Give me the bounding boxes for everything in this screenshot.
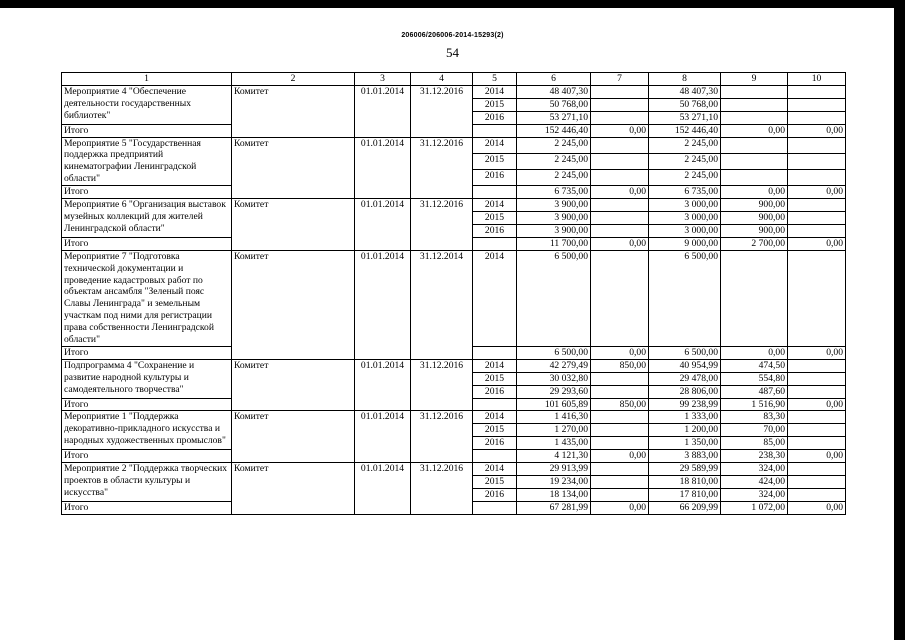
activity-name: Мероприятие 4 "Обеспечение деятельности государственных библиотек" [62, 85, 232, 124]
amount-cell: 1 200,00 [649, 424, 721, 437]
amount-cell [591, 85, 649, 98]
amount-cell [788, 463, 846, 476]
year-row [62, 85, 846, 98]
year-cell: 2014 [473, 359, 517, 372]
total-year-cell [473, 501, 517, 514]
total-label: Итого [62, 237, 232, 250]
amount-cell: 324,00 [721, 463, 788, 476]
amount-cell: 29 913,99 [517, 463, 591, 476]
amount-cell: 18 810,00 [649, 476, 721, 489]
amount-cell: 70,00 [721, 424, 788, 437]
total-amount: 0,00 [591, 186, 649, 199]
total-amount: 0,00 [788, 501, 846, 514]
amount-cell: 40 954,99 [649, 359, 721, 372]
total-amount: 1 072,00 [721, 501, 788, 514]
amount-cell: 424,00 [721, 476, 788, 489]
amount-cell: 53 271,10 [649, 111, 721, 124]
amount-cell [721, 153, 788, 169]
amount-cell [591, 153, 649, 169]
amount-cell [591, 169, 649, 185]
amount-cell: 2 245,00 [649, 169, 721, 185]
total-amount: 67 281,99 [517, 501, 591, 514]
executor: Комитет [232, 463, 355, 515]
start-date: 01.01.2014 [355, 85, 411, 137]
year-cell: 2015 [473, 153, 517, 169]
amount-cell: 29 589,99 [649, 463, 721, 476]
amount-cell: 1 350,00 [649, 437, 721, 450]
amount-cell: 28 806,00 [649, 385, 721, 398]
amount-cell: 6 500,00 [517, 250, 591, 346]
year-cell: 2016 [473, 385, 517, 398]
year-cell: 2015 [473, 476, 517, 489]
total-amount: 152 446,40 [649, 124, 721, 137]
amount-cell: 17 810,00 [649, 488, 721, 501]
amount-cell [591, 424, 649, 437]
amount-cell [591, 488, 649, 501]
year-cell: 2014 [473, 137, 517, 153]
scan-border-right [894, 0, 905, 640]
amount-cell: 474,50 [721, 359, 788, 372]
total-amount: 0,00 [788, 186, 846, 199]
amount-cell [788, 437, 846, 450]
amount-cell [591, 411, 649, 424]
total-amount: 101 605,89 [517, 398, 591, 411]
amount-cell: 324,00 [721, 488, 788, 501]
total-year-cell [473, 346, 517, 359]
executor: Комитет [232, 250, 355, 359]
year-cell: 2015 [473, 372, 517, 385]
amount-cell [591, 385, 649, 398]
total-amount: 3 883,00 [649, 450, 721, 463]
activity-name: Мероприятие 6 "Организация выставок музейных коллекций для жителей Ленинградской области" [62, 199, 232, 238]
total-label: Итого [62, 501, 232, 514]
year-cell: 2016 [473, 437, 517, 450]
executor: Комитет [232, 411, 355, 463]
year-row [62, 199, 846, 212]
column-number: 10 [788, 73, 846, 86]
column-number: 7 [591, 73, 649, 86]
year-cell: 2016 [473, 224, 517, 237]
total-amount: 0,00 [788, 398, 846, 411]
column-number-row [62, 73, 846, 86]
amount-cell [788, 98, 846, 111]
scan-border-top [0, 0, 905, 8]
total-amount: 0,00 [788, 450, 846, 463]
year-row [62, 137, 846, 153]
year-row [62, 411, 846, 424]
total-amount: 66 209,99 [649, 501, 721, 514]
amount-cell [721, 111, 788, 124]
column-number: 9 [721, 73, 788, 86]
amount-cell [591, 250, 649, 346]
amount-cell [591, 224, 649, 237]
column-number: 2 [232, 73, 355, 86]
amount-cell: 900,00 [721, 199, 788, 212]
total-amount: 6 500,00 [517, 346, 591, 359]
amount-cell [788, 85, 846, 98]
total-amount: 0,00 [591, 346, 649, 359]
year-cell: 2014 [473, 250, 517, 346]
registration-number: 206006/206006-2014-15293(2) [401, 32, 504, 39]
activity-name: Мероприятие 1 "Поддержка декоративно-прикладного искусства и народных художественных промыслов" [62, 411, 232, 450]
amount-cell: 29 293,60 [517, 385, 591, 398]
activity-name: Подпрограмма 4 "Сохранение и развитие народной культуры и самодеятельного творчества" [62, 359, 232, 398]
amount-cell: 900,00 [721, 211, 788, 224]
amount-cell: 42 279,49 [517, 359, 591, 372]
start-date: 01.01.2014 [355, 137, 411, 199]
year-cell: 2016 [473, 169, 517, 185]
amount-cell: 900,00 [721, 224, 788, 237]
amount-cell: 3 900,00 [517, 211, 591, 224]
activity-name: Мероприятие 2 "Поддержка творческих проектов в области культуры и искусства" [62, 463, 232, 502]
total-amount: 6 500,00 [649, 346, 721, 359]
amount-cell [788, 224, 846, 237]
amount-cell: 6 500,00 [649, 250, 721, 346]
activity-name: Мероприятие 7 "Подготовка технической документации и проведение кадастровых работ по объектам ансамбля "Зеленый пояс Славы Ленинграда" и земельным участкам под ними для регистрации права собственности Ленинградской области" [62, 250, 232, 346]
total-label: Итого [62, 186, 232, 199]
amount-cell [591, 111, 649, 124]
amount-cell: 1 270,00 [517, 424, 591, 437]
amount-cell [788, 137, 846, 153]
column-number: 8 [649, 73, 721, 86]
column-number: 4 [411, 73, 473, 86]
year-row [62, 250, 846, 346]
amount-cell: 18 134,00 [517, 488, 591, 501]
amount-cell [591, 211, 649, 224]
total-amount: 850,00 [591, 398, 649, 411]
total-year-cell [473, 124, 517, 137]
total-year-cell [473, 450, 517, 463]
amount-cell: 50 768,00 [517, 98, 591, 111]
amount-cell [591, 463, 649, 476]
amount-cell [788, 199, 846, 212]
year-cell: 2014 [473, 463, 517, 476]
amount-cell: 48 407,30 [517, 85, 591, 98]
amount-cell [591, 199, 649, 212]
amount-cell [591, 98, 649, 111]
amount-cell: 3 900,00 [517, 224, 591, 237]
amount-cell: 3 000,00 [649, 224, 721, 237]
amount-cell: 3 000,00 [649, 199, 721, 212]
amount-cell: 850,00 [591, 359, 649, 372]
amount-cell [591, 476, 649, 489]
amount-cell: 83,30 [721, 411, 788, 424]
total-label: Итого [62, 450, 232, 463]
total-label: Итого [62, 124, 232, 137]
page-number: 54 [446, 45, 459, 60]
amount-cell: 30 032,80 [517, 372, 591, 385]
year-cell: 2015 [473, 98, 517, 111]
total-amount: 0,00 [591, 237, 649, 250]
total-year-cell [473, 186, 517, 199]
total-amount: 0,00 [788, 346, 846, 359]
total-amount: 0,00 [721, 124, 788, 137]
total-amount: 2 700,00 [721, 237, 788, 250]
year-cell: 2014 [473, 199, 517, 212]
amount-cell: 2 245,00 [649, 153, 721, 169]
total-year-cell [473, 398, 517, 411]
start-date: 01.01.2014 [355, 463, 411, 515]
program-funding-table [61, 72, 846, 515]
total-amount: 0,00 [591, 501, 649, 514]
amount-cell: 487,60 [721, 385, 788, 398]
year-cell: 2016 [473, 111, 517, 124]
amount-cell: 2 245,00 [517, 137, 591, 153]
column-number: 1 [62, 73, 232, 86]
amount-cell [788, 411, 846, 424]
amount-cell: 29 478,00 [649, 372, 721, 385]
executor: Комитет [232, 199, 355, 251]
end-date: 31.12.2016 [411, 137, 473, 199]
amount-cell [788, 111, 846, 124]
amount-cell [591, 137, 649, 153]
amount-cell [788, 211, 846, 224]
total-amount: 0,00 [591, 450, 649, 463]
amount-cell [788, 476, 846, 489]
end-date: 31.12.2016 [411, 411, 473, 463]
amount-cell: 2 245,00 [649, 137, 721, 153]
total-amount: 11 700,00 [517, 237, 591, 250]
amount-cell [788, 488, 846, 501]
amount-cell [591, 372, 649, 385]
amount-cell [788, 385, 846, 398]
amount-cell: 48 407,30 [649, 85, 721, 98]
executor: Комитет [232, 137, 355, 199]
total-label: Итого [62, 398, 232, 411]
total-label: Итого [62, 346, 232, 359]
amount-cell: 3 000,00 [649, 211, 721, 224]
end-date: 31.12.2014 [411, 250, 473, 359]
amount-cell [591, 437, 649, 450]
year-row [62, 359, 846, 372]
activity-name: Мероприятие 5 "Государственная поддержка предприятий кинематографии Ленинградской области" [62, 137, 232, 186]
amount-cell [788, 372, 846, 385]
amount-cell: 3 900,00 [517, 199, 591, 212]
amount-cell [721, 250, 788, 346]
total-amount: 0,00 [721, 346, 788, 359]
amount-cell: 2 245,00 [517, 169, 591, 185]
end-date: 31.12.2016 [411, 359, 473, 411]
start-date: 01.01.2014 [355, 411, 411, 463]
total-amount: 4 121,30 [517, 450, 591, 463]
amount-cell: 19 234,00 [517, 476, 591, 489]
total-amount: 6 735,00 [649, 186, 721, 199]
year-cell: 2015 [473, 424, 517, 437]
amount-cell: 2 245,00 [517, 153, 591, 169]
amount-cell [788, 250, 846, 346]
total-amount: 6 735,00 [517, 186, 591, 199]
total-amount: 152 446,40 [517, 124, 591, 137]
amount-cell [721, 169, 788, 185]
amount-cell: 1 435,00 [517, 437, 591, 450]
end-date: 31.12.2016 [411, 85, 473, 137]
start-date: 01.01.2014 [355, 250, 411, 359]
start-date: 01.01.2014 [355, 359, 411, 411]
amount-cell: 85,00 [721, 437, 788, 450]
amount-cell: 53 271,10 [517, 111, 591, 124]
amount-cell [788, 359, 846, 372]
start-date: 01.01.2014 [355, 199, 411, 251]
total-amount: 0,00 [788, 124, 846, 137]
total-year-cell [473, 237, 517, 250]
total-amount: 9 000,00 [649, 237, 721, 250]
total-amount: 99 238,99 [649, 398, 721, 411]
column-number: 3 [355, 73, 411, 86]
year-row [62, 463, 846, 476]
column-number: 5 [473, 73, 517, 86]
amount-cell [721, 137, 788, 153]
end-date: 31.12.2016 [411, 463, 473, 515]
amount-cell: 50 768,00 [649, 98, 721, 111]
end-date: 31.12.2016 [411, 199, 473, 251]
amount-cell [721, 98, 788, 111]
amount-cell [788, 424, 846, 437]
total-amount: 0,00 [591, 124, 649, 137]
year-cell: 2015 [473, 211, 517, 224]
executor: Комитет [232, 85, 355, 137]
amount-cell [788, 153, 846, 169]
amount-cell: 1 333,00 [649, 411, 721, 424]
year-cell: 2016 [473, 488, 517, 501]
executor: Комитет [232, 359, 355, 411]
column-number: 6 [517, 73, 591, 86]
year-cell: 2014 [473, 85, 517, 98]
amount-cell [721, 85, 788, 98]
amount-cell: 1 416,30 [517, 411, 591, 424]
total-amount: 238,30 [721, 450, 788, 463]
amount-cell: 554,80 [721, 372, 788, 385]
total-amount: 0,00 [788, 237, 846, 250]
total-amount: 1 516,90 [721, 398, 788, 411]
total-amount: 0,00 [721, 186, 788, 199]
year-cell: 2014 [473, 411, 517, 424]
amount-cell [788, 169, 846, 185]
